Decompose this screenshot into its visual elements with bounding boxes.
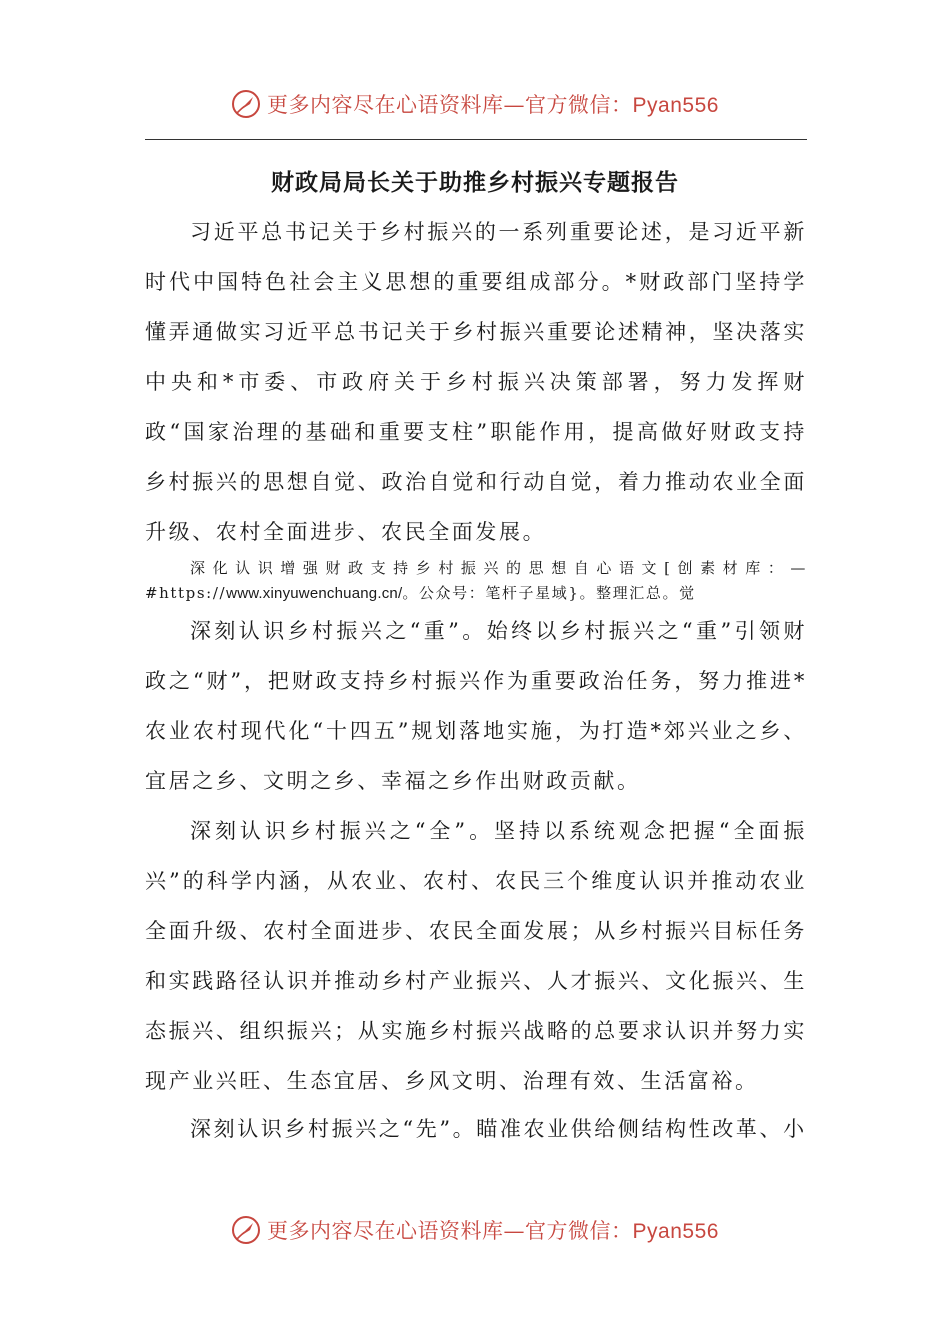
- banner-text: 更多内容尽在心语资料库—官方微信：Pyan556: [267, 1219, 719, 1243]
- banner-text: 更多内容尽在心语资料库—官方微信：Pyan556: [267, 93, 719, 117]
- source-note: 深化认识增强财政支持乡村振兴的思想自心语文[创素材库：—#https://www.xinyuwenchuang.cn/。公众号：笔杆子星域}。整理汇总。觉: [145, 559, 807, 602]
- paragraph-3: 深刻认识乡村振兴之“全”。坚持以系统观念把握“全面振兴”的科学内涵，从农业、农村、农民三个维度认识并推动农业全面升级、农村全面进步、农民全面发展；从乡村振兴目标任务和实践路径认识并推动乡村产业振兴、人才振兴、文化振兴、生态振兴、组织振兴；从实施乡村振兴战略的总要求认识并努力实现产业兴旺、生态宜居、乡风文明、治理有效、生活富裕。: [145, 819, 807, 1093]
- paragraph-1: 习近平总书记关于乡村振兴的一系列重要论述，是习近平新时代中国特色社会主义思想的重要组成部分。*财政部门坚持学懂弄通做实习近平总书记关于乡村振兴重要论述精神，坚决落实中央和*市委、市政府关于乡村振兴决策部署，努力发挥财政“国家治理的基础和重要支柱”职能作用，提高做好财政支持乡村振兴的思想自觉、政治自觉和行动自觉，着力推动农业全面升级、农村全面进步、农民全面发展。: [145, 220, 807, 544]
- header-divider: [145, 139, 807, 140]
- quill-logo-icon: [231, 1215, 261, 1245]
- document-title: 财政局局长关于助推乡村振兴专题报告: [271, 170, 679, 196]
- source-url: www.xinyuwenchuang.cn/: [226, 585, 403, 602]
- quill-logo-icon: [231, 89, 261, 119]
- paragraph-2: 深刻认识乡村振兴之“重”。始终以乡村振兴之“重”引领财政之“财”，把财政支持乡村振兴作为重要政治任务，努力推进*农业农村现代化“十四五”规划落地实施，为打造*郊兴业之乡、宜居之乡、文明之乡、幸福之乡作出财政贡献。: [145, 619, 807, 793]
- footer-banner: [0, 1208, 950, 1252]
- paragraph-4: 深刻认识乡村振兴之“先”。瞄准农业供给侧结构性改革、小: [190, 1117, 807, 1141]
- header-banner: [0, 82, 950, 126]
